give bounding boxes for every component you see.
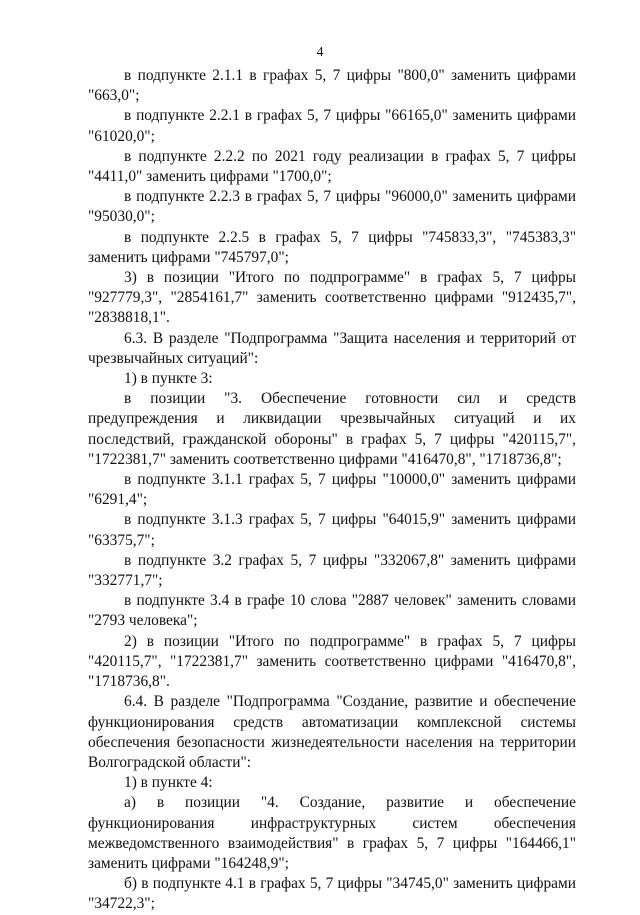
paragraph: в подпункте 3.1.3 графах 5, 7 цифры "64015,9" заменить цифрами "63375,7"; xyxy=(88,511,576,549)
paragraph: в подпункте 2.2.2 по 2021 году реализации в графах 5, 7 цифры "4411,0" заменить цифрами "1700,0"; xyxy=(88,147,576,186)
paragraph: в позиции "3. Обеспечение готовности сил и средств предупреждения и ликвидации чрезвычайных ситуаций и их последствий, гражданской обороны" в графах 5, 7 цифры "420115,7", "1722381,7" заменить соответственно цифрами "416470,8", "1718736,8"; xyxy=(88,390,576,468)
page-number: 4 xyxy=(316,45,324,60)
paragraph: в подпункте 3.1.1 графах 5, 7 цифры "10000,0" заменить цифрами "6291,4"; xyxy=(88,471,576,509)
section-heading: 6.3. В разделе "Подпрограмма "Защита населения и территорий от чрезвычайных ситуаций": xyxy=(88,329,576,367)
document-body xyxy=(88,66,576,915)
paragraph: в подпункте 3.4 в графе 10 слова "2887 человек" заменить словами "2793 человека"; xyxy=(88,592,576,630)
paragraph: 2) в позиции "Итого по подпрограмме" в графах 5, 7 цифры "420115,7", "1722381,7" заменить соответственно цифрами "416470,8", "1718736,8". xyxy=(88,632,576,691)
paragraph: в подпункте 2.2.3 в графах 5, 7 цифры "96000,0" заменить цифрами "95030,0"; xyxy=(88,188,576,226)
paragraph: 1) в пункте 4: xyxy=(124,774,213,792)
paragraph: в подпункте 2.2.5 в графах 5, 7 цифры "745833,3", "745383,3" заменить цифрами "745797,0"; xyxy=(88,228,576,266)
paragraph: в подпункте 2.2.1 в графах 5, 7 цифры "66165,0" заменить цифрами "61020,0"; xyxy=(88,107,576,145)
paragraph: 1) в пункте 3: xyxy=(124,370,213,388)
paragraph: 3) в позиции "Итого по подпрограмме" в графах 5, 7 цифры "927779,3", "2854161,7" заменить соответственно цифрами "912435,7", "2838818,1". xyxy=(88,269,576,327)
paragraph: в подпункте 3.2 графах 5, 7 цифры "332067,8" заменить цифрами "332771,7"; xyxy=(88,551,576,590)
paragraph: а) в позиции "4. Создание, развитие и обеспечение функционирования инфраструктурных систем обеспечения межведомственного взаимодействия" в графах 5, 7 цифры "164466,1" заменить цифрами "164248,9"; xyxy=(88,794,576,872)
section-heading: 6.4. В разделе "Подпрограмма "Создание, развитие и обеспечение функционирования средств автоматизации комплексной системы обеспечения безопасности жизнедеятельности населения на территории Волгоградской области": xyxy=(88,693,576,771)
paragraph: б) в подпункте 4.1 в графах 5, 7 цифры "34745,0" заменить цифрами "34722,3"; xyxy=(88,875,576,913)
paragraph: в подпункте 2.1.1 в графах 5, 7 цифры "800,0" заменить цифрами "663,0"; xyxy=(88,67,576,105)
